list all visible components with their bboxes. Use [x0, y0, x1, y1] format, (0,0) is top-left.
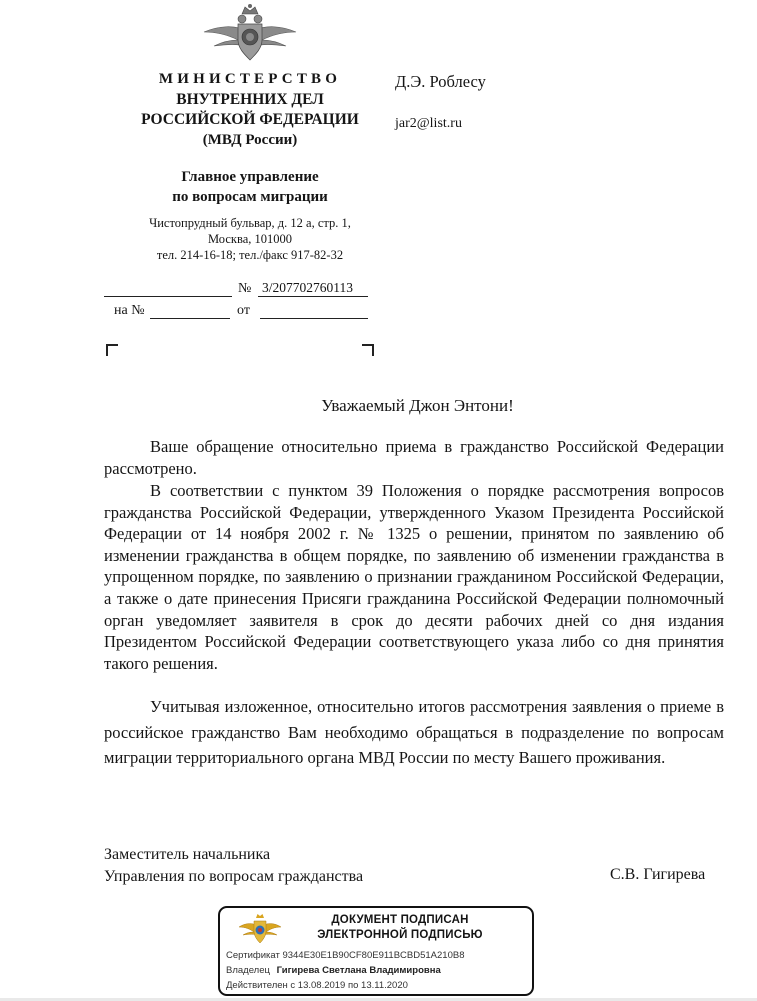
address-line2: Москва, 101000: [207, 232, 293, 246]
certificate-value: 9344E30E1B90CF80E911BCBD51A210B8: [282, 950, 465, 961]
certificate-label: Сертификат: [226, 950, 280, 961]
ministry-name-line2: ВНУТРЕННИХ ДЕЛ: [176, 91, 324, 108]
recipient-name: Д.Э. Роблесу: [395, 72, 486, 91]
reference-date-label: от: [237, 303, 250, 318]
registration-number: 3/207702760113: [262, 280, 353, 295]
owner-label: Владелец: [226, 965, 270, 976]
signatory-name: С.В. Гигирева: [610, 866, 706, 883]
paragraph-2-text: В соответствии с пунктом 39 Положения о порядке рассмотрения вопросов гражданства Российской Федерации, утвержденного Указом Президента Российской Федерации от 14 ноября 2002 г. № 1325 о решении, принятом по заявлению об изменении гражданства в общем порядке, по заявлению об изменении гражданства в упрощенном порядке, по заявлению о признании гражданином Российской Федерации, а также о дате принесения Присяги гражданина Российской Федерации полномочный орган уведомляет заявителя в срок до десяти рабочих дней со дня издания Президентом Российской Федерации соответствующего указа либо со дня принятия такого решения.: [104, 481, 724, 673]
paragraph-3: [104, 694, 724, 771]
owner-row: [226, 965, 441, 976]
department-line1: Главное управление: [181, 169, 319, 185]
ministry-name-line1: МИНИСТЕРСТВО: [158, 71, 342, 87]
ministry-name-line3: РОССИЙСКОЙ ФЕДЕРАЦИИ: [141, 111, 359, 128]
reference-number-line: [150, 318, 230, 319]
certificate-row: [226, 950, 464, 961]
reference-number-label: на №: [114, 303, 145, 318]
greeting: Уважаемый Джон Энтони!: [321, 396, 514, 415]
phone-numbers: тел. 214-16-18; тел./факс 917-82-32: [156, 248, 344, 262]
outgoing-date-line: [104, 296, 232, 297]
department-line2: по вопросам миграции: [172, 189, 328, 205]
owner-value: Гигирева Светлана Владимировна: [276, 965, 441, 976]
recipient-email: jar2@list.ru: [395, 116, 462, 131]
reference-date-line: [260, 318, 368, 319]
ministry-abbreviation: (МВД России): [202, 132, 298, 148]
paragraph-1: [104, 436, 724, 479]
registration-number-line: [258, 296, 368, 297]
validity-row: Действителен с 13.08.2019 по 13.11.2020: [226, 980, 408, 991]
paragraph-1-text: Ваше обращение относительно приема в гражданство Российской Федерации рассмотрено.: [104, 437, 724, 478]
paragraph-3-text: Учитывая изложенное, относительно итогов рассмотрения заявления о приеме в российское гражданство Вам необходимо обращаться в подразделение по вопросам миграции территориального органа МВД России по месту Вашего проживания.: [104, 697, 724, 767]
signatory-position: [104, 844, 363, 888]
address-line1: Чистопрудный бульвар, д. 12 а, стр. 1,: [149, 216, 351, 230]
address-field-corner-left: [106, 344, 118, 356]
mvd-emblem-icon: [200, 2, 300, 64]
stamp-emblem-icon: [238, 912, 282, 946]
address-field-corner-right: [362, 344, 374, 356]
stamp-title: [280, 913, 520, 943]
paragraph-2: [104, 480, 724, 674]
stamp-title-line2: ЭЛЕКТРОННОЙ ПОДПИСЬЮ: [317, 929, 483, 941]
electronic-signature-stamp: [218, 906, 534, 996]
number-label: №: [238, 281, 252, 296]
stamp-title-line1: ДОКУМЕНТ ПОДПИСАН: [331, 914, 469, 926]
signatory-position-line2: Управления по вопросам гражданства: [104, 868, 364, 885]
signatory-position-line1: Заместитель начальника: [104, 846, 271, 863]
